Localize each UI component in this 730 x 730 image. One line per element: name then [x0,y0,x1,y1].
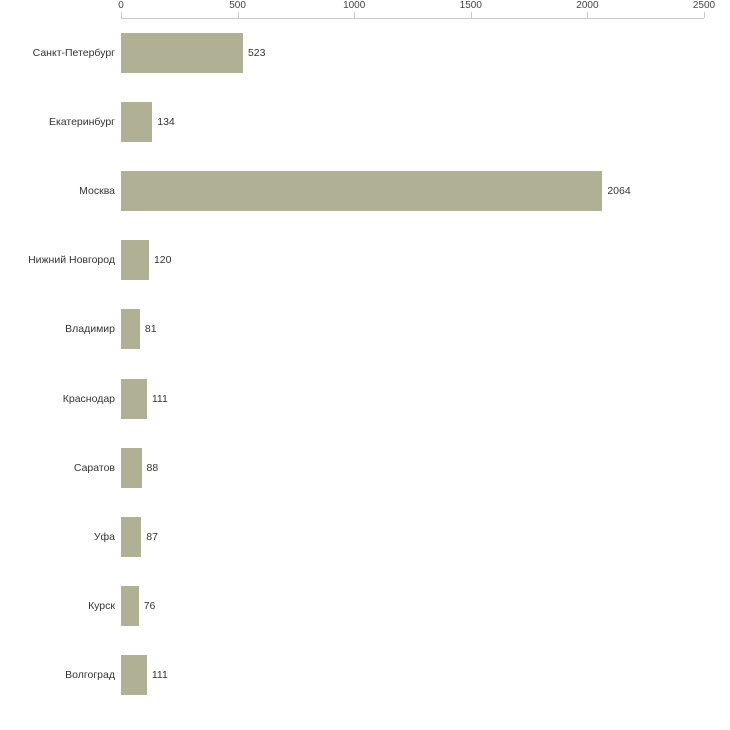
chart-row [28,226,704,295]
plot-area [28,18,704,710]
bar-value-label: 88 [146,461,159,474]
bar[interactable] [121,517,141,557]
bar-value-label: 87 [146,530,158,543]
x-axis-tick-label: 1000 [343,0,366,11]
bar-value-label: 111 [151,669,168,682]
chart-row [32,18,704,87]
bar[interactable] [121,586,139,626]
chart-row [62,364,704,433]
bar[interactable] [121,655,147,695]
x-axis-tick-label: 500 [229,0,246,11]
chart-row [73,433,704,502]
bar[interactable] [121,309,140,349]
bar-value-label: 120 [153,254,172,267]
bar[interactable] [121,33,243,73]
chart-row [65,641,704,710]
x-axis-tick-label: 1500 [459,0,482,11]
bar-value-label: 81 [144,323,157,336]
chart-row [93,502,704,571]
bar-value-label: 134 [157,115,175,128]
category-label: Краснодар [62,392,115,405]
category-label: Саратов [73,461,115,474]
bar[interactable] [121,240,149,280]
category-label: Курск [88,600,115,613]
category-label: Нижний Новгород [28,254,115,267]
category-label: Екатеринбург [48,115,115,128]
category-label: Санкт-Петербург [32,46,115,59]
bar-value-label: 523 [247,46,266,59]
x-axis-tick-label: 0 [118,0,124,11]
category-label: Владимир [65,323,115,336]
bar[interactable] [121,448,142,488]
bar[interactable] [121,379,147,419]
bar-value-label: 2064 [607,184,631,197]
x-axis-tick-label: 2000 [576,0,599,11]
category-label: Уфа [93,530,115,543]
chart-row [65,295,704,364]
category-label: Москва [79,184,115,197]
x-axis-tick-label: 2500 [692,0,716,11]
x-axis-tick [704,12,705,18]
chart-row [79,156,704,225]
bar-value-label: 111 [151,392,168,405]
chart-row [48,87,704,156]
category-label: Волгоград [65,669,115,682]
bar-value-label: 76 [143,600,156,613]
bar[interactable] [121,102,152,142]
bar[interactable] [121,171,602,211]
chart-row [88,572,704,641]
